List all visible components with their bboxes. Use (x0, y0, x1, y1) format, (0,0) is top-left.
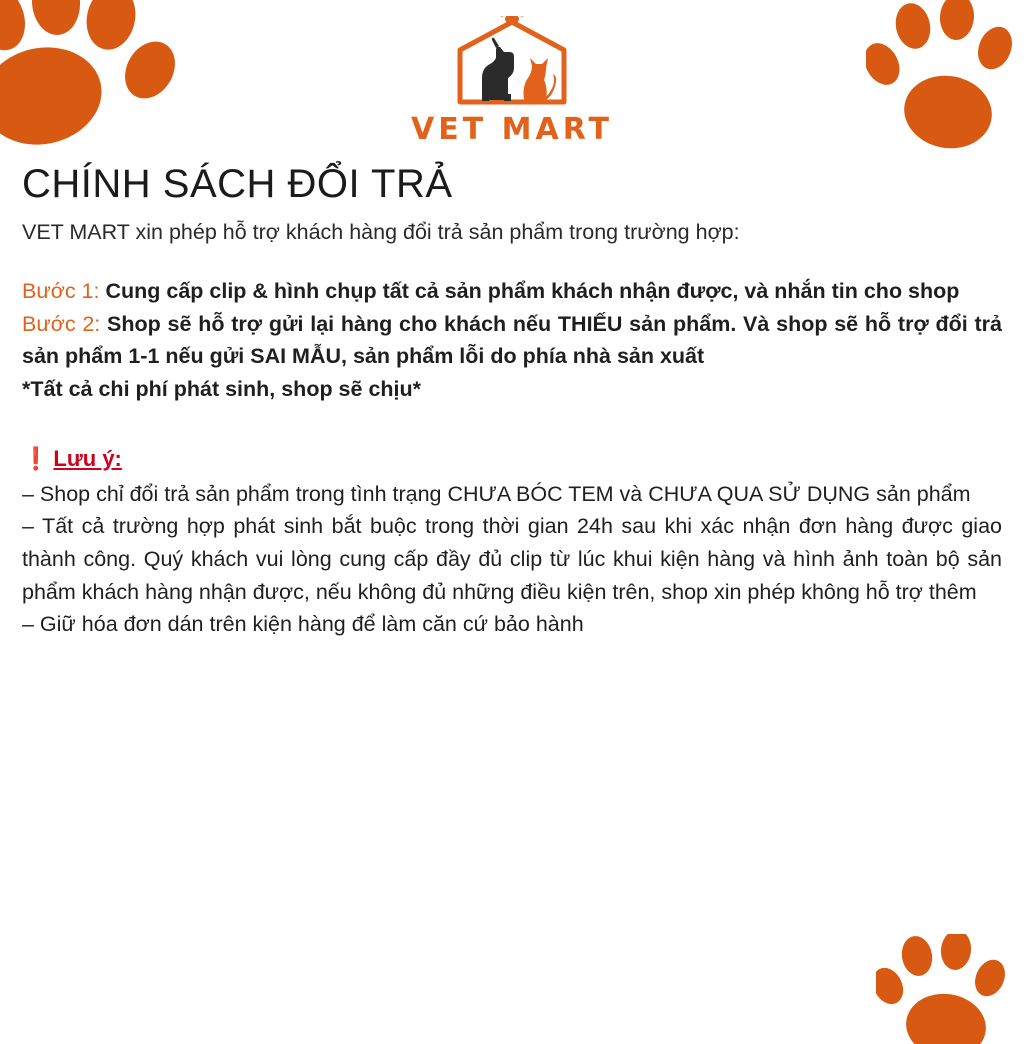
brand-name: VET MART (411, 112, 613, 147)
dog-cat-house-logo-icon (452, 16, 572, 108)
step-2 (22, 308, 1002, 373)
page-subtitle: VET MART xin phép hỗ trợ khách hàng đổi trả sản phẩm trong trường hợp: (22, 220, 740, 244)
warning-item-3: – Giữ hóa đơn dán trên kiện hàng để làm căn cứ bảo hành (22, 612, 584, 637)
warning-heading-label: Lưu ý: (53, 445, 122, 471)
exclamation-mark-icon: ❗ (22, 445, 50, 471)
paw-print-bottom-right-icon (876, 934, 1006, 1044)
step-1-text: Cung cấp clip & hình chụp tất cả sản phẩm khách nhận được, và nhắn tin cho shop (105, 279, 960, 304)
step-2-text: Shop sẽ hỗ trợ gửi lại hàng cho khách nếu THIẾU sản phẩm. Và shop sẽ hỗ trợ đổi trả sản phẩm 1-1 nếu gửi SAI MẪU, sản phẩm lỗi do phía nhà sản xuất (22, 311, 1002, 369)
step-1-label: Bước 1: (22, 279, 100, 304)
steps-section (22, 275, 1002, 406)
step-1 (22, 275, 1002, 308)
warning-list (22, 478, 1002, 641)
brand-logo (0, 16, 1024, 147)
warning-item-2: – Tất cả trường hợp phát sinh bắt buộc trong thời gian 24h sau khi xác nhận đơn hàng được giao thành công. Quý khách vui lòng cung cấp đầy đủ clip từ lúc khui kiện hàng và hình ảnh toàn bộ sản phẩm khách hàng nhận được, nếu không đủ những điều kiện trên, shop xin phép không hỗ trợ thêm (22, 514, 1002, 604)
warning-item-1: – Shop chỉ đổi trả sản phẩm trong tình trạng CHƯA BÓC TEM và CHƯA QUA SỬ DỤNG sản phẩm (22, 481, 971, 506)
page-title: CHÍNH SÁCH ĐỔI TRẢ (22, 162, 453, 206)
cost-note: *Tất cả chi phí phát sinh, shop sẽ chịu* (22, 377, 422, 402)
warning-heading (22, 446, 1002, 472)
step-2-label: Bước 2: (22, 311, 101, 336)
policy-document (22, 160, 1002, 641)
